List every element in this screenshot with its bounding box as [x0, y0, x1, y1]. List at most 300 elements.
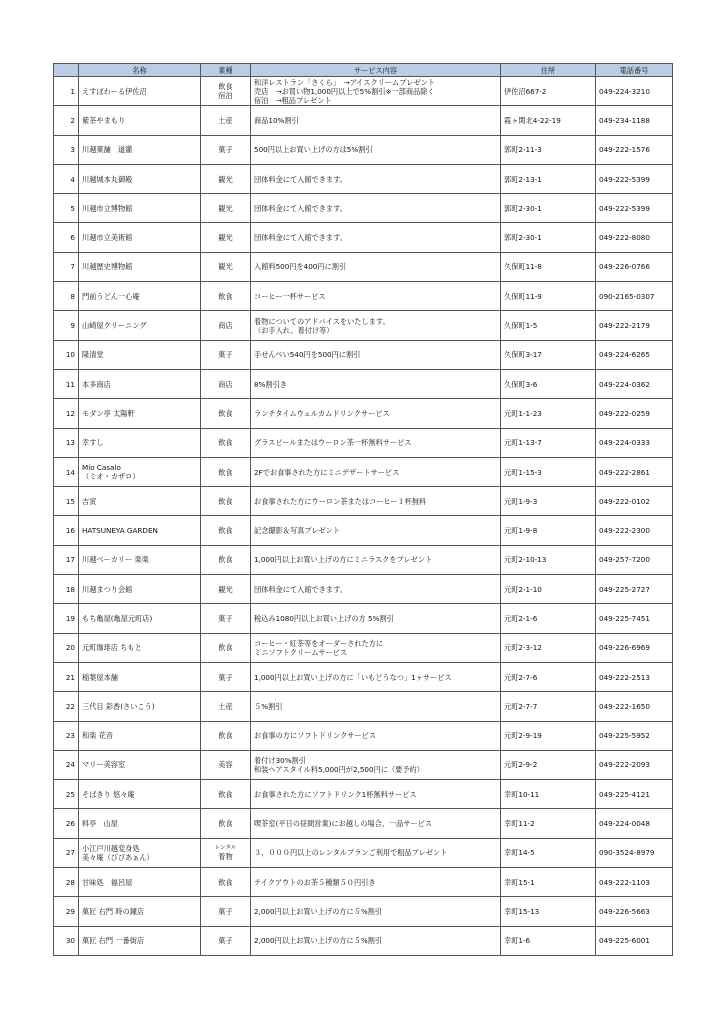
- table-row: [54, 369, 673, 398]
- category-line: 土産: [218, 701, 233, 711]
- shop-name: [79, 575, 201, 604]
- category: [201, 77, 251, 106]
- category: [201, 252, 251, 281]
- table-row: [54, 194, 673, 223]
- address: 元町1-13-7: [501, 428, 596, 457]
- category: [201, 926, 251, 955]
- category-line: 飲食: [218, 291, 233, 301]
- category: [201, 868, 251, 897]
- shop-name-line: HATSUNEYA GARDEN: [82, 526, 158, 536]
- tel-number: 049-224-3210: [596, 77, 673, 106]
- table-row: [54, 780, 673, 809]
- row-number: 20: [54, 633, 79, 662]
- service-detail: [251, 194, 501, 223]
- shop-name-line: （ミオ・カザロ）: [82, 472, 140, 481]
- shop-name-line: 川越城本丸御殿: [82, 174, 133, 184]
- category-line: 菓子: [218, 936, 233, 946]
- shop-name: [79, 604, 201, 633]
- shop-name-line: モダン亭 太陽軒: [82, 408, 135, 418]
- category-line: 観光: [218, 584, 233, 594]
- category-line: 商店: [218, 321, 233, 331]
- table-row: [54, 223, 673, 252]
- address: 元町2-1-6: [501, 604, 596, 633]
- shop-name-line: もち亀屋(亀屋元町店): [82, 613, 153, 623]
- address: 久保町1-5: [501, 311, 596, 340]
- service-detail: [251, 575, 501, 604]
- table-row: [54, 750, 673, 779]
- service-detail: [251, 164, 501, 193]
- category-line: 観光: [218, 262, 233, 272]
- row-number: 9: [54, 311, 79, 340]
- row-number: 17: [54, 545, 79, 574]
- table-row: [54, 662, 673, 691]
- tel-number: 049-222-0102: [596, 487, 673, 516]
- table-row: [54, 428, 673, 457]
- shop-name-line: 元町珈琲店 ちもと: [82, 643, 142, 653]
- tel-number: 049-234-1188: [596, 106, 673, 135]
- service-detail-line: お食事の方にソフトドリンクサービス: [254, 731, 377, 741]
- service-detail: [251, 897, 501, 926]
- tel-number: 049-224-0333: [596, 428, 673, 457]
- shop-name-line: Mio Casalo: [82, 463, 121, 472]
- row-number: 28: [54, 868, 79, 897]
- shop-name: [79, 633, 201, 662]
- tel-number: 049-222-1576: [596, 135, 673, 164]
- tel-number: 049-225-7451: [596, 604, 673, 633]
- tel-number: 049-224-0362: [596, 369, 673, 398]
- category: [201, 809, 251, 838]
- shop-name-line: 本多商店: [82, 379, 111, 389]
- tel-number: 049-225-6001: [596, 926, 673, 955]
- shop-name-line: 甘味処 福呂屋: [82, 877, 133, 887]
- service-detail: [251, 252, 501, 281]
- category: [201, 223, 251, 252]
- service-detail-line: グラスビールまたはウーロン茶一杯無料サービス: [254, 438, 412, 448]
- row-number: 19: [54, 604, 79, 633]
- tel-number: 049-222-8080: [596, 223, 673, 252]
- shop-name: [79, 164, 201, 193]
- row-number: 30: [54, 926, 79, 955]
- service-detail: [251, 399, 501, 428]
- tel-number: 049-257-7200: [596, 545, 673, 574]
- shop-name: [79, 428, 201, 457]
- row-number: 25: [54, 780, 79, 809]
- service-detail: [251, 926, 501, 955]
- table-row: [54, 926, 673, 955]
- header-name: 名称: [79, 64, 201, 77]
- row-number: 8: [54, 282, 79, 311]
- service-detail-line: 団体料金にて入館できます。: [254, 233, 347, 243]
- shop-name-line: 吉寅: [82, 496, 97, 506]
- table-row: [54, 809, 673, 838]
- tel-number: 049-226-6969: [596, 633, 673, 662]
- service-detail-line: コーヒー一杯サービス: [254, 291, 326, 301]
- table-row: [54, 77, 673, 106]
- shop-name: [79, 662, 201, 691]
- service-detail-line: 商品10%割引: [254, 115, 299, 125]
- table-row: [54, 282, 673, 311]
- category: [201, 545, 251, 574]
- address: 元町2-7-6: [501, 662, 596, 691]
- shop-name: [79, 545, 201, 574]
- shop-name-line: 料亭 山屋: [82, 819, 118, 829]
- shop-name-line: 隆清堂: [82, 350, 104, 360]
- category: [201, 662, 251, 691]
- service-detail-line: 団体料金にて入館できます。: [254, 203, 347, 213]
- shop-name: [79, 926, 201, 955]
- service-detail: [251, 868, 501, 897]
- service-detail: [251, 428, 501, 457]
- table-row: [54, 838, 673, 867]
- row-number: 5: [54, 194, 79, 223]
- service-detail-line: コーヒー・紅茶等をオーダーされた方に: [254, 638, 384, 648]
- shop-name: [79, 780, 201, 809]
- shop-name: [79, 194, 201, 223]
- category-line: 観光: [218, 233, 233, 243]
- service-detail: [251, 604, 501, 633]
- service-detail-line: ５%割引: [254, 701, 283, 711]
- table-row: [54, 897, 673, 926]
- category-line: 飲食: [218, 789, 233, 799]
- address: 幸町15-13: [501, 897, 596, 926]
- table-row: [54, 311, 673, 340]
- header-row: [54, 64, 673, 77]
- shop-name-line: 美々庵（びびあぁん）: [82, 852, 154, 862]
- header-service: サービス内容: [251, 64, 501, 77]
- row-number: 27: [54, 838, 79, 867]
- row-number: 6: [54, 223, 79, 252]
- shop-name: [79, 457, 201, 486]
- address: 幸町11-2: [501, 809, 596, 838]
- tel-number: 049-222-5399: [596, 194, 673, 223]
- service-detail: [251, 721, 501, 750]
- tel-number: 049-222-0259: [596, 399, 673, 428]
- table-row: [54, 575, 673, 604]
- category-line: 土産: [218, 115, 233, 125]
- service-detail-line: 宿泊 →粗品プレゼント: [254, 95, 332, 105]
- category-line: 菓子: [218, 906, 233, 916]
- service-detail-line: 記念撮影＆写真プレゼント: [254, 526, 340, 536]
- shop-name: [79, 252, 201, 281]
- address: 久保町3-17: [501, 340, 596, 369]
- shop-name: [79, 135, 201, 164]
- service-detail-line: 2,000円以上お買い上げの方に５%割引: [254, 906, 383, 916]
- service-detail: [251, 106, 501, 135]
- service-detail: [251, 282, 501, 311]
- table-row: [54, 721, 673, 750]
- shop-name-line: 和楽 花音: [82, 731, 114, 741]
- service-detail: [251, 662, 501, 691]
- row-number: 4: [54, 164, 79, 193]
- service-detail-line: 2,000円以上お買い上げの方に５%割引: [254, 936, 383, 946]
- service-detail: [251, 223, 501, 252]
- service-detail-line: 手せんべい540円を500円に割引: [254, 350, 361, 360]
- category-line: 飲食: [218, 555, 233, 565]
- row-number: 12: [54, 399, 79, 428]
- address: 幸町10-11: [501, 780, 596, 809]
- tel-number: 049-225-2727: [596, 575, 673, 604]
- row-number: 16: [54, 516, 79, 545]
- tel-number: 090-2165-0307: [596, 282, 673, 311]
- category-line: 飲食: [218, 408, 233, 418]
- service-detail-line: ３，０００円以上のレンタルプランご利用で粗品プレゼント: [254, 848, 448, 858]
- category: [201, 516, 251, 545]
- service-detail: [251, 340, 501, 369]
- tel-number: 049-225-5952: [596, 721, 673, 750]
- category: [201, 692, 251, 721]
- category-line: レンタル: [214, 844, 237, 851]
- service-detail-line: （お手入れ、着付け等）: [254, 325, 334, 335]
- service-detail-line: 喫茶室(平日の昼間営業)にお越しの場合、一品サービス: [254, 819, 433, 829]
- category-line: 飲食: [218, 731, 233, 741]
- address: 元町2-10-13: [501, 545, 596, 574]
- category: [201, 575, 251, 604]
- address: 久保町11-9: [501, 282, 596, 311]
- service-detail-line: 着付け30%割引: [254, 755, 306, 765]
- service-detail: [251, 545, 501, 574]
- address: 元町2-9-2: [501, 750, 596, 779]
- row-number: 29: [54, 897, 79, 926]
- tel-number: 049-222-5399: [596, 164, 673, 193]
- service-detail: [251, 633, 501, 662]
- table-row: [54, 604, 673, 633]
- address: 元町1-15-3: [501, 457, 596, 486]
- service-detail-line: テイクアウトのお茶５種類５０円引き: [254, 877, 376, 887]
- row-number: 26: [54, 809, 79, 838]
- shop-name: [79, 106, 201, 135]
- address: 幸町14-5: [501, 838, 596, 867]
- category-line: 飲食: [218, 467, 233, 477]
- shop-name-line: 稲葉屋本舗: [82, 672, 118, 682]
- category: [201, 164, 251, 193]
- category: [201, 633, 251, 662]
- address: 幸町1-6: [501, 926, 596, 955]
- address: 元町2-9-19: [501, 721, 596, 750]
- shop-name-line: 川越市立美術館: [82, 233, 133, 243]
- category: [201, 487, 251, 516]
- shop-name-line: 小江戸川越変身処: [82, 843, 140, 853]
- shop-name: [79, 340, 201, 369]
- service-detail-line: お食事された方にソフトドリンク1杯無料サービス: [254, 789, 417, 799]
- table-row: [54, 545, 673, 574]
- service-detail-line: 入館料500円を400円に割引: [254, 262, 347, 272]
- row-number: 15: [54, 487, 79, 516]
- shop-name-line: 幸すし: [82, 438, 104, 448]
- category-line: 飲食: [218, 643, 233, 653]
- shop-name: [79, 897, 201, 926]
- category: [201, 340, 251, 369]
- tel-number: 049-222-2179: [596, 311, 673, 340]
- service-detail-line: ランチタイムウェルカムドリンクサービス: [254, 408, 390, 418]
- shop-name-line: 三代目 彩香(さいこう): [82, 701, 155, 711]
- category-line: 着物: [218, 851, 233, 861]
- address: 元町1-9-3: [501, 487, 596, 516]
- shop-name: [79, 311, 201, 340]
- shop-name: [79, 868, 201, 897]
- category: [201, 838, 251, 867]
- shop-name-line: 川越歴史博物館: [82, 262, 133, 272]
- row-number: 13: [54, 428, 79, 457]
- category: [201, 399, 251, 428]
- category: [201, 457, 251, 486]
- service-detail: [251, 780, 501, 809]
- shop-name: [79, 369, 201, 398]
- category: [201, 369, 251, 398]
- service-detail-line: 2Fでお食事された方にミニデザートサービス: [254, 467, 400, 477]
- service-detail: [251, 692, 501, 721]
- row-number: 21: [54, 662, 79, 691]
- category-line: 菓子: [218, 613, 233, 623]
- category-line: 飲食: [218, 82, 233, 92]
- category-line: 宿泊: [218, 91, 233, 101]
- shop-name-line: 川越菓舗 道灌: [82, 145, 133, 155]
- row-number: 18: [54, 575, 79, 604]
- tel-number: 049-222-2861: [596, 457, 673, 486]
- row-number: 1: [54, 77, 79, 106]
- shop-name: [79, 721, 201, 750]
- address: 元町2-1-10: [501, 575, 596, 604]
- shop-name: [79, 692, 201, 721]
- category-line: 飲食: [218, 496, 233, 506]
- service-detail-line: ミニソフトクリームサービス: [254, 647, 348, 657]
- category: [201, 897, 251, 926]
- tel-number: 049-226-0766: [596, 252, 673, 281]
- service-detail-line: お食事された方にウーロン茶またはコーヒー１杯無料: [254, 496, 427, 506]
- category-line: 観光: [218, 174, 233, 184]
- shop-list-table: [53, 63, 673, 956]
- shop-name-line: 門前うどん一心庵: [82, 291, 140, 301]
- shop-name: [79, 77, 201, 106]
- shop-name: [79, 399, 201, 428]
- address: 久保町3-6: [501, 369, 596, 398]
- row-number: 23: [54, 721, 79, 750]
- service-detail-line: 団体料金にて入館できます。: [254, 584, 347, 594]
- tel-number: 049-225-4121: [596, 780, 673, 809]
- table-row: [54, 399, 673, 428]
- service-detail: [251, 487, 501, 516]
- address: 久保町11-8: [501, 252, 596, 281]
- table-row: [54, 340, 673, 369]
- category-line: 商店: [218, 379, 233, 389]
- service-detail-line: 和装ヘアスタイル料5,000円が2,500円に（要予約）: [254, 764, 424, 774]
- tel-number: 049-222-2093: [596, 750, 673, 779]
- shop-name: [79, 809, 201, 838]
- shop-name-line: 川越まつり会館: [82, 584, 133, 594]
- row-number: 22: [54, 692, 79, 721]
- category: [201, 721, 251, 750]
- service-detail-line: 500円以上お買い上げの方は5%割引: [254, 145, 373, 155]
- tel-number: 049-222-1650: [596, 692, 673, 721]
- address: 郭町2-30-1: [501, 223, 596, 252]
- address: 郭町2-30-1: [501, 194, 596, 223]
- row-number: 14: [54, 457, 79, 486]
- address: 郭町2-13-1: [501, 164, 596, 193]
- service-detail-line: 8%割引き: [254, 379, 287, 389]
- shop-name-line: えすぽわーる伊佐沼: [82, 86, 147, 96]
- address: 元町1-9-8: [501, 516, 596, 545]
- address: 伊佐沼667-2: [501, 77, 596, 106]
- service-detail: [251, 135, 501, 164]
- row-number: 3: [54, 135, 79, 164]
- tel-number: 049-222-1103: [596, 868, 673, 897]
- shop-name: [79, 516, 201, 545]
- row-number: 24: [54, 750, 79, 779]
- table-row: [54, 106, 673, 135]
- table-row: [54, 164, 673, 193]
- service-detail: [251, 77, 501, 106]
- category: [201, 106, 251, 135]
- table-row: [54, 252, 673, 281]
- service-detail-line: 1,000円以上お買い上げの方にミニラスクをプレゼント: [254, 555, 433, 565]
- table-row: [54, 487, 673, 516]
- service-detail: [251, 809, 501, 838]
- address: 元町2-3-12: [501, 633, 596, 662]
- shop-name-line: 菓匠 右門 一番街店: [82, 936, 145, 946]
- service-detail: [251, 369, 501, 398]
- category-line: 美容: [218, 760, 233, 770]
- address: 霞ヶ関北4-22-19: [501, 106, 596, 135]
- category: [201, 750, 251, 779]
- category: [201, 194, 251, 223]
- table-row: [54, 457, 673, 486]
- service-detail: [251, 516, 501, 545]
- shop-name-line: 川越ベーカリー 楽楽: [82, 555, 149, 565]
- shop-name-line: 山崎屋クリーニング: [82, 321, 147, 331]
- category: [201, 780, 251, 809]
- service-detail: [251, 838, 501, 867]
- shop-name: [79, 838, 201, 867]
- category-line: 飲食: [218, 819, 233, 829]
- table-row: [54, 633, 673, 662]
- row-number: 2: [54, 106, 79, 135]
- category-line: 飲食: [218, 438, 233, 448]
- address: 元町1-1-23: [501, 399, 596, 428]
- row-number: 7: [54, 252, 79, 281]
- tel-number: 049-222-2513: [596, 662, 673, 691]
- service-detail-line: 団体料金にて入館できます。: [254, 174, 347, 184]
- service-detail: [251, 750, 501, 779]
- table-row: [54, 692, 673, 721]
- category-line: 飲食: [218, 526, 233, 536]
- shop-name-line: マリー美容室: [82, 760, 126, 770]
- shop-name: [79, 750, 201, 779]
- shop-name: [79, 282, 201, 311]
- shop-name: [79, 223, 201, 252]
- shop-name: [79, 487, 201, 516]
- category-line: 菓子: [218, 145, 233, 155]
- category: [201, 135, 251, 164]
- table-row: [54, 868, 673, 897]
- category-line: 飲食: [218, 877, 233, 887]
- address: 元町2-7-7: [501, 692, 596, 721]
- category: [201, 604, 251, 633]
- service-detail: [251, 311, 501, 340]
- address: 幸町15-1: [501, 868, 596, 897]
- table-row: [54, 516, 673, 545]
- shop-name-line: 菓匠 右門 時の鐘店: [82, 906, 145, 916]
- category: [201, 428, 251, 457]
- service-detail: [251, 457, 501, 486]
- header-address: 住所: [501, 64, 596, 77]
- header-number: [54, 64, 79, 77]
- tel-number: 090-3524-8979: [596, 838, 673, 867]
- shop-name-line: 川越市立博物館: [82, 203, 133, 213]
- tel-number: 049-224-6265: [596, 340, 673, 369]
- tel-number: 049-224-0048: [596, 809, 673, 838]
- service-detail-line: 売店 →お買い物1,000円以上で5%割引※一部商品除く: [254, 86, 435, 96]
- row-number: 11: [54, 369, 79, 398]
- tel-number: 049-222-2300: [596, 516, 673, 545]
